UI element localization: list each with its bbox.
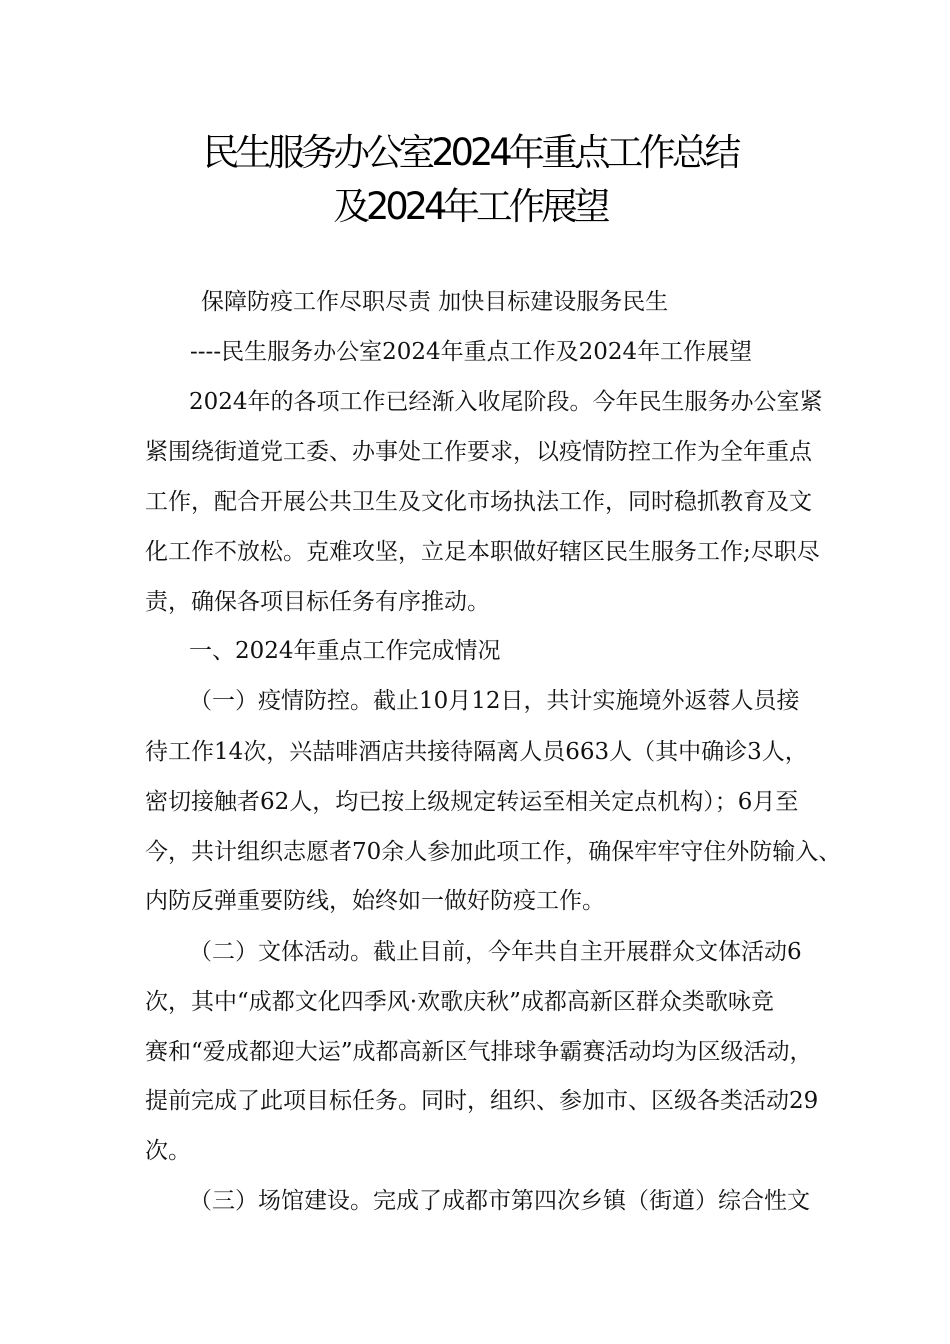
document-title-line-2: 及2024年工作展望 bbox=[333, 185, 607, 228]
section-heading: 一、2024年重点工作完成情况 bbox=[189, 638, 501, 664]
paragraph-line: 次，其中“成都文化四季风·欢歌庆秋”成都高新区群众类歌咏竞 bbox=[145, 989, 774, 1015]
subtitle-line-2: ----民生服务办公室2024年重点工作及2024年工作展望 bbox=[190, 339, 753, 365]
paragraph-line: 内防反弹重要防线，始终如一做好防疫工作。 bbox=[145, 888, 605, 914]
paragraph-line: 次。 bbox=[145, 1138, 191, 1164]
paragraph-line: 紧围绕街道党工委、办事处工作要求，以疫情防控工作为全年重点 bbox=[145, 439, 812, 465]
paragraph-line: （三）场馆建设。完成了成都市第四次乡镇（街道）综合性文 bbox=[189, 1188, 810, 1214]
paragraph-line: 化工作不放松。克难攻坚，立足本职做好辖区民生服务工作;尽职尽 bbox=[145, 539, 820, 565]
paragraph-line: 待工作14次，兴喆啡酒店共接待隔离人员663人（其中确诊3人， bbox=[145, 739, 808, 765]
document-title-line-1: 民生服务办公室2024年重点工作总结 bbox=[202, 131, 738, 174]
subtitle: 保障防疫工作尽职尽责 加快目标建设服务民生 bbox=[201, 289, 669, 315]
paragraph-line: 提前完成了此项目标任务。同时，组织、参加市、区级各类活动29 bbox=[145, 1088, 819, 1114]
paragraph-line: 密切接触者62人，均已按上级规定转运至相关定点机构）；6月至 bbox=[145, 789, 799, 815]
paragraph-line: （二）文体活动。截止目前，今年共自主开展群众文体活动6 bbox=[189, 939, 802, 965]
paragraph-line: 今，共计组织志愿者70余人参加此项工作，确保牢牢守住外防输入、 bbox=[145, 839, 842, 865]
paragraph-line: 赛和“爱成都迎大运”成都高新区气排球争霸赛活动均为区级活动， bbox=[145, 1039, 813, 1065]
paragraph-line: 2024年的各项工作已经渐入收尾阶段。今年民生服务办公室紧 bbox=[189, 389, 823, 415]
paragraph-line: 工作，配合开展公共卫生及文化市场执法工作，同时稳抓教育及文 bbox=[145, 489, 812, 515]
paragraph-line: 责，确保各项目标任务有序推动。 bbox=[145, 589, 490, 615]
paragraph-line: （一）疫情防控。截止10月12日，共计实施境外返蓉人员接 bbox=[189, 688, 800, 714]
